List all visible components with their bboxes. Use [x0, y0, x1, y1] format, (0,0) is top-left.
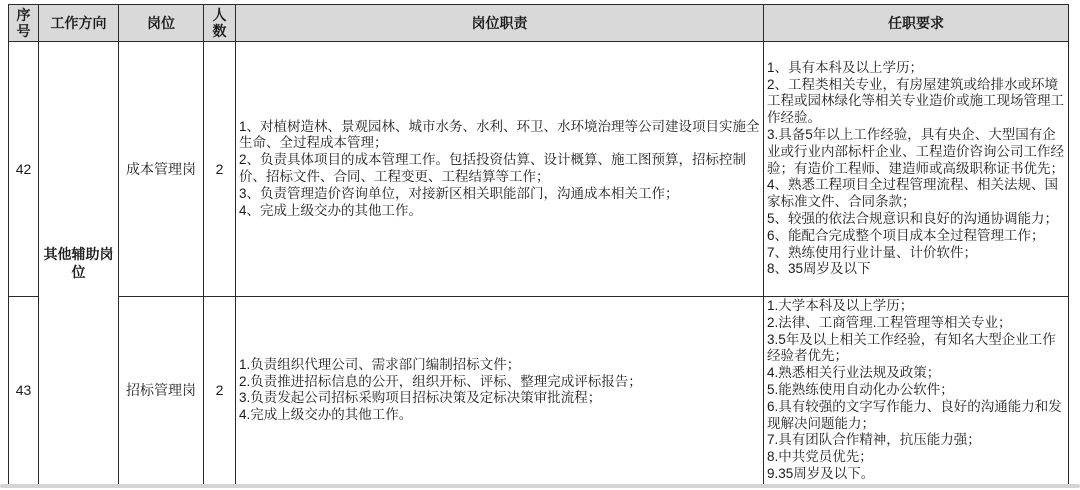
- duty-item: 1、对植树造林、景观园林、城市水务、水利、环卫、水环境治理等公司建设项目实施全生命、全过程成本管理；: [239, 118, 760, 151]
- table-row-43: [9, 297, 1069, 485]
- requirement-item: 7、熟练使用行业计量、计价软件；: [767, 244, 978, 260]
- requirement-item: 9.35周岁及以下。: [767, 465, 875, 481]
- header-position: 岗位: [119, 5, 204, 42]
- duty-item: 2、负责具体项目的成本管理工作。包括投资估算、设计概算、施工图预算，招标控制价、招标文件、合同、工程变更、工程结算等工作；: [239, 152, 747, 184]
- seq-cell-43: 43: [9, 297, 39, 485]
- table-row-42: [9, 42, 1069, 297]
- requirement-item: 4.熟悉相关行业法规及政策；: [767, 365, 941, 381]
- duty-item: 4、完成上级交办的其他工作。: [239, 202, 423, 218]
- requirement-item: 2、工程类相关专业，有房屋建筑或给排水或环境工程或园林绿化等相关专业造价或施工现场管理工作经验。: [767, 76, 1064, 126]
- position-cell-42: 成本管理岗: [119, 42, 204, 297]
- duties-cell-42: [236, 42, 764, 297]
- requirement-item: 7.具有团队合作精神，抗压能力强；: [767, 432, 981, 448]
- requirement-item: 6.具有较强的文字写作能力、良好的沟通能力和发现解决问题能力；: [767, 398, 1062, 431]
- position-cell-43: 招标管理岗: [119, 297, 204, 485]
- duty-item: 2.负责推进招标信息的公开，组织开标、评标、整理完成评标报告；: [239, 373, 642, 389]
- requirements-cell-43: [764, 297, 1069, 485]
- headcount-cell-43: 2: [204, 297, 236, 485]
- requirement-item: 1.大学本科及以上学历；: [767, 298, 914, 313]
- requirement-item: 8、35周岁及以下: [767, 261, 871, 277]
- header-duties: 岗位职责: [236, 5, 764, 42]
- requirement-item: 2.法律、工商管理.工程管理等相关专业；: [767, 314, 1012, 330]
- requirements-cell-42: [764, 42, 1069, 297]
- requirement-item: 4、熟悉工程项目全过程管理流程、相关法规、国家标准文件、合同条款；: [767, 177, 1059, 210]
- duty-item: 1.负责组织代理公司、需求部门编制招标文件；: [239, 356, 521, 372]
- duty-item: 4.完成上级交办的其他工作。: [239, 407, 413, 423]
- duty-item: 3.负责发起公司招标采购项目招标决策及定标决策审批流程；: [239, 390, 602, 406]
- requirement-item: 6、能配合完成整个项目成本全过程管理工作；: [767, 227, 1045, 243]
- requirement-item: 3.具备5年以上工作经验，具有央企、大型国有企业或行业内部标杆企业、工程造价咨询公司工作经验；有造价工程师、建造师或高级职称证书优先；: [767, 127, 1064, 176]
- header-headcount: 人数: [204, 5, 236, 42]
- header-work-direction: 工作方向: [39, 5, 119, 42]
- duty-item: 3、负责管理造价咨询单位，对接新区相关职能部门，沟通成本相关工作；: [239, 185, 679, 201]
- header-requirements: 任职要求: [764, 5, 1069, 42]
- seq-cell-42: 42: [9, 42, 39, 297]
- headcount-cell-42: 2: [204, 42, 236, 297]
- requirement-item: 5.能熟练使用自动化办公软件；: [767, 381, 954, 397]
- requirement-item: 8.中共党员优先；: [767, 449, 873, 465]
- requirement-item: 1、具有本科及以上学历；: [767, 59, 924, 75]
- table-header-row: [9, 5, 1069, 42]
- job-positions-table: [8, 4, 1069, 485]
- header-seq: 序号: [9, 5, 39, 42]
- requirement-item: 3.5年及以上相关工作经验，有知名大型企业工作经验者优先；: [767, 331, 1056, 364]
- duties-cell-43: [236, 297, 764, 485]
- work-direction-cell: 其他辅助岗位: [39, 42, 119, 485]
- bottom-shadow-divider: [0, 484, 1080, 488]
- requirement-item: 5、较强的依法合规意识和良好的沟通协调能力；: [767, 210, 1059, 226]
